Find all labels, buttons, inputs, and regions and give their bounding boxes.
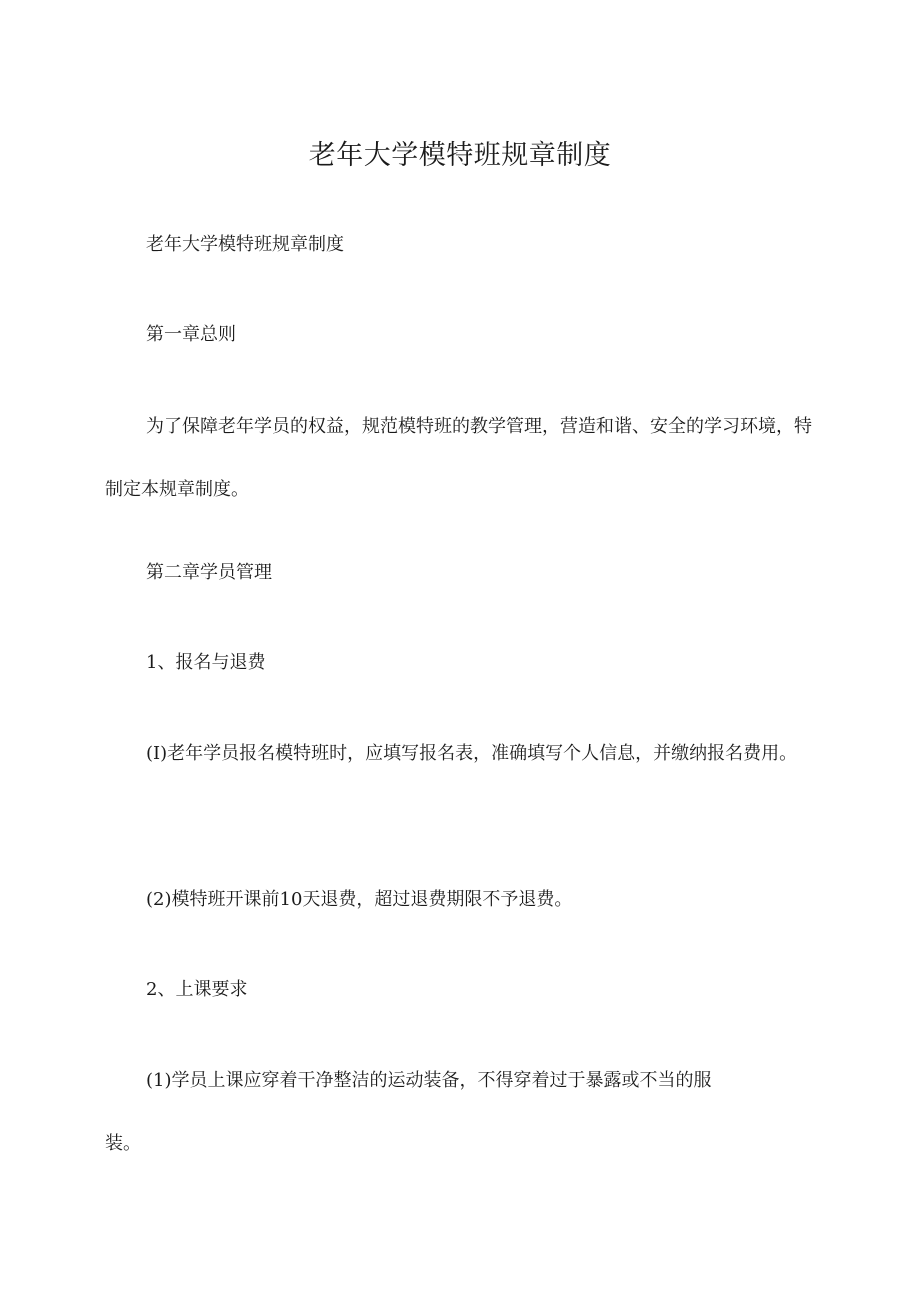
chapter1-intro-paragraph: 为了保障老年学员的权益，规范模特班的教学管理，营造和谐、安全的学习环境，特制定本规章制度。 [105, 416, 812, 500]
section1-item1-paragraph: (I)老年学员报名模特班时，应填写报名表，准确填写个人信息，并缴纳报名费用。 [146, 743, 798, 764]
section1-item2-paragraph: (2)模特班开课前10天退费，超过退费期限不予退费。 [146, 889, 573, 910]
section2-heading: 2、上课要求 [146, 979, 248, 1000]
section1-heading: 1、报名与退费 [146, 652, 266, 673]
chapter1-heading: 第一章总则 [146, 324, 236, 345]
document-subtitle: 老年大学模特班规章制度 [146, 234, 344, 255]
chapter2-heading: 第二章学员管理 [146, 562, 272, 583]
section2-item1-paragraph: (1)学员上课应穿着干净整洁的运动装备，不得穿着过于暴露或不当的服装。 [105, 1070, 712, 1154]
document-title: 老年大学模特班规章制度 [308, 140, 612, 171]
